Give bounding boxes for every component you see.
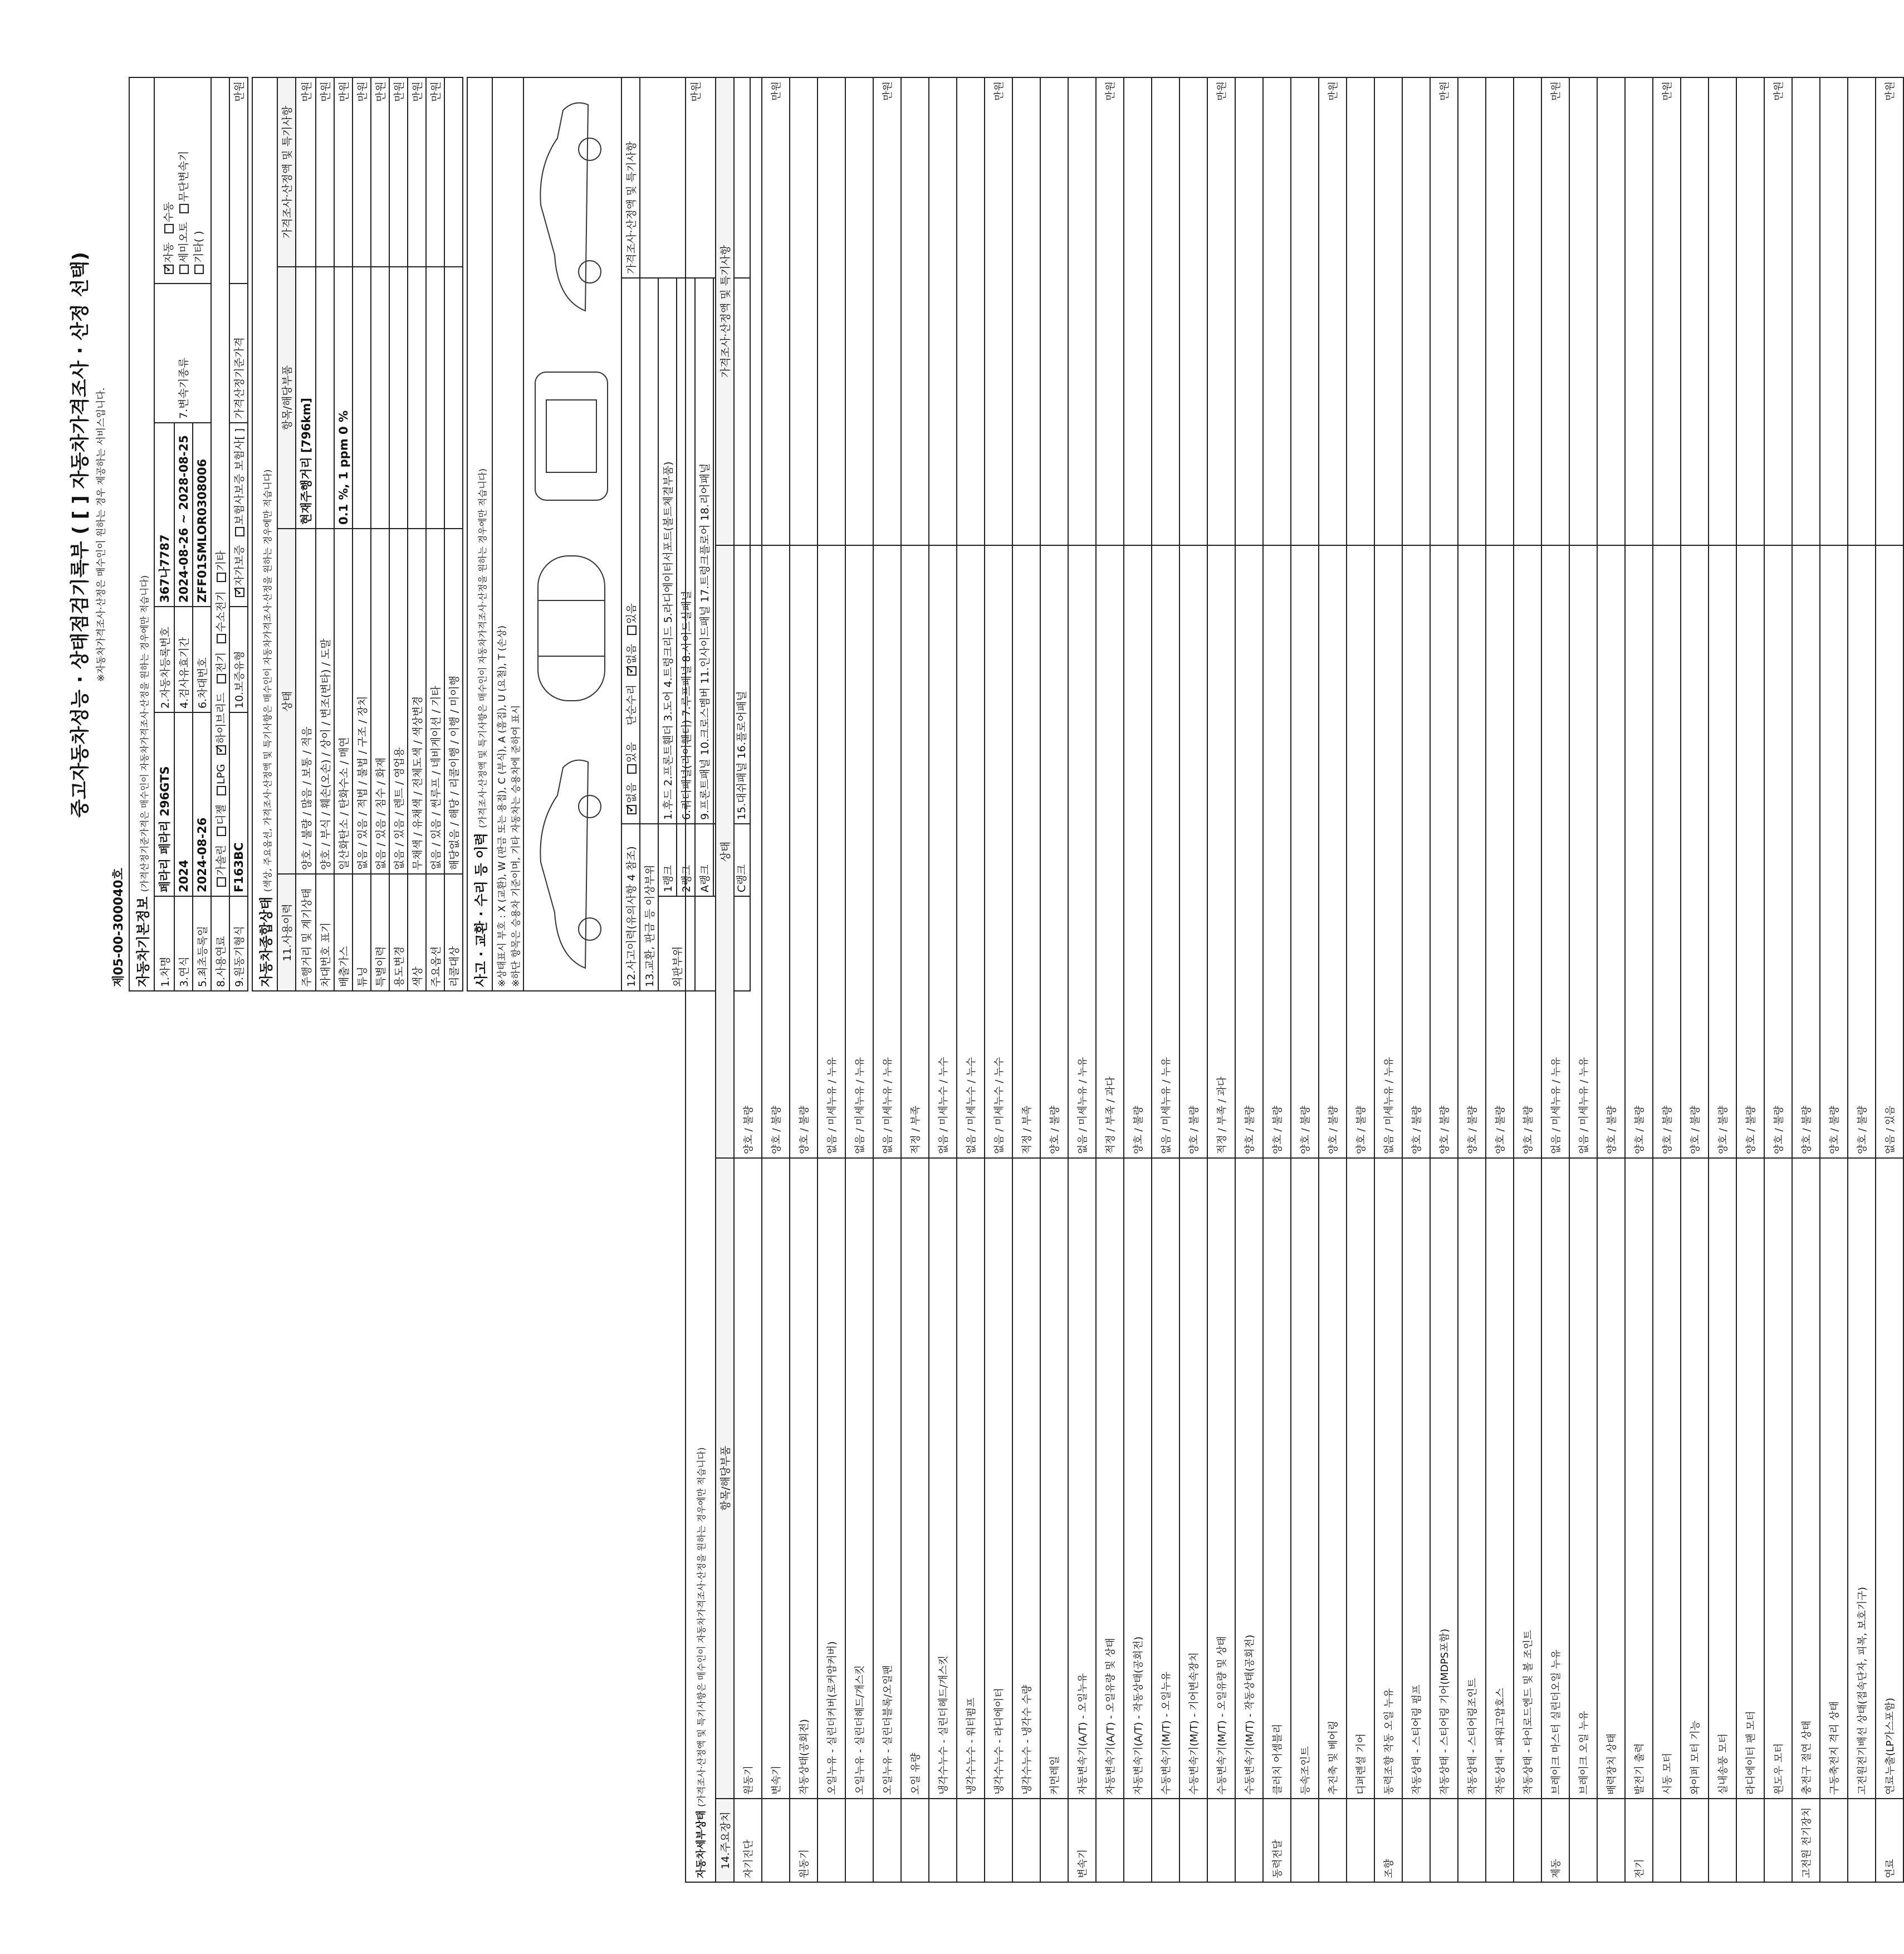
detail-group xyxy=(818,1799,845,1882)
detail-state[interactable]: 양호 / 불량 xyxy=(1625,545,1653,1158)
detail-state[interactable]: 양호 / 불량 xyxy=(1486,545,1514,1158)
detail-group xyxy=(1681,1799,1709,1882)
detail-group xyxy=(957,1799,985,1882)
fuel-label: 8.사용연료 xyxy=(211,896,229,991)
accident-price-header: 가격조사·산정액 및 특기사항 xyxy=(621,77,640,278)
detail-price xyxy=(901,77,929,545)
detail-state[interactable]: 양호 / 불량 xyxy=(1681,545,1709,1158)
detail-group xyxy=(1207,1799,1235,1882)
detail-group: 조향 xyxy=(1374,1799,1402,1882)
service-note: ※자동차가격조사·산정은 매수인이 원하는 경우 제공하는 서비스입니다. xyxy=(96,387,107,682)
detail-item: 냉각수누수 - 라디에이터 xyxy=(985,1158,1012,1799)
detail-price xyxy=(1040,77,1068,545)
overall-col-price: 가격조사·산정액 및 특기사항 xyxy=(277,77,296,267)
detail-item: 고전원전기배선 상태(접속단자, 피복, 보호기구) xyxy=(1848,1158,1876,1799)
detail-item: 발전기 출력 xyxy=(1625,1158,1653,1799)
inspection-label: 4.검사유효기간 xyxy=(174,607,193,712)
detail-row xyxy=(1235,77,1263,1882)
detail-item: 작동상태 - 스티어링조인트 xyxy=(1458,1158,1486,1799)
outer-label: 외판부위 xyxy=(658,896,695,991)
detail-state[interactable]: 양호 / 불량 xyxy=(1124,545,1152,1158)
detail-price: 만원 xyxy=(985,77,1012,545)
detail-price xyxy=(1124,77,1152,545)
detail-item: 와이퍼 모터 기능 xyxy=(1681,1158,1709,1799)
detail-group xyxy=(1347,1799,1374,1882)
fuel-electric-checkbox[interactable] xyxy=(217,674,226,683)
fuel-gasoline-checkbox[interactable] xyxy=(217,877,226,887)
overall-col-detail: 항목/해당부품 xyxy=(277,267,296,529)
detail-state[interactable]: 적정 / 부족 xyxy=(901,545,929,1158)
reg-no-label: 2.자동차등록번호 xyxy=(154,607,174,712)
detail-price xyxy=(1458,77,1486,545)
car-outline-diagram xyxy=(524,88,616,990)
detail-row xyxy=(1207,77,1235,1882)
detail-item: 원동기 xyxy=(734,1158,762,1799)
detail-state[interactable]: 양호 / 불량 xyxy=(1430,545,1458,1158)
detail-row xyxy=(1597,77,1625,1882)
detail-state[interactable]: 양호 / 불량 xyxy=(734,545,762,1158)
detail-row xyxy=(1291,77,1319,1882)
simple-none-checkbox[interactable] xyxy=(627,666,637,676)
detail-row xyxy=(1374,77,1402,1882)
detail-group xyxy=(1514,1799,1541,1882)
detail-row xyxy=(1792,77,1820,1882)
detail-item: 작동상태 - 스티어링 기어(MDPS포함) xyxy=(1430,1158,1458,1799)
detail-price xyxy=(1347,77,1374,545)
detail-item: 자동변속기(A/T) - 오일유량 및 상태 xyxy=(1096,1158,1124,1799)
detail-item: 브레이크 마스터 실린더오일 누유 xyxy=(1541,1158,1569,1799)
accident-heading: 사고 · 교환 · 수리 등 이력 (가격조사·산정액 및 특기사항은 매수인이 자동차가격조사·산정을 원하는 경우에만 적습니다) xyxy=(467,77,492,991)
car-diagrams xyxy=(523,77,621,991)
document-title: 중고자동차성능 · 상태점검기록부 ( [ ] 자동차가격조사 · 산정 선택) xyxy=(69,252,91,818)
fuel-other-checkbox[interactable] xyxy=(217,573,226,582)
detail-state[interactable]: 양호 / 불량 xyxy=(1848,545,1876,1158)
detail-price: 만원 xyxy=(1653,77,1681,545)
detail-row xyxy=(1040,77,1068,1882)
detail-group: 고전원 전기장치 xyxy=(1792,1799,1820,1882)
trans-auto-checkbox[interactable] xyxy=(164,265,174,274)
detail-row xyxy=(1653,77,1681,1882)
detail-state[interactable]: 적정 / 부족 / 과다 xyxy=(1207,545,1235,1158)
detail-group xyxy=(1709,1799,1736,1882)
detail-group: 변속기 xyxy=(1068,1799,1096,1882)
detail-state[interactable]: 없음 / 미세누유 / 누유 xyxy=(1068,545,1096,1158)
year-label: 3.연식 xyxy=(174,896,193,991)
detail-item: 수동변속기(M/T) - 작동상태(공회전) xyxy=(1235,1158,1263,1799)
detail-price xyxy=(1152,77,1179,545)
rank1-items: 1.후드 2.프론트휀더 3.도어 4.트렁크리드 5.라디에이터서포트(볼트체결부품) xyxy=(658,278,677,824)
detail-state[interactable]: 양호 / 불량 xyxy=(790,545,818,1158)
detail-state[interactable]: 양호 / 불량 xyxy=(1514,545,1541,1158)
detail-row xyxy=(818,77,845,1882)
detail-state[interactable]: 양호 / 불량 xyxy=(1319,545,1347,1158)
repair-label: 13.교환, 판금 등 이상부위 xyxy=(640,824,658,991)
detail-group xyxy=(1486,1799,1514,1882)
detail-state[interactable]: 양호 / 불량 xyxy=(1291,545,1319,1158)
trans-other-checkbox[interactable] xyxy=(194,265,204,274)
detail-row xyxy=(734,77,762,1882)
warranty-self-checkbox[interactable] xyxy=(235,588,244,597)
detail-item: 오일누유 - 실린더블록/오일팬 xyxy=(873,1158,901,1799)
detail-group xyxy=(901,1799,929,1882)
detail-group xyxy=(1291,1799,1319,1882)
detail-price xyxy=(1235,77,1263,545)
rankc-label: C랭크 xyxy=(732,824,750,896)
detail-item: 배력장치 상태 xyxy=(1597,1158,1625,1799)
detail-row xyxy=(1820,77,1848,1882)
detail-state[interactable]: 양호 / 불량 xyxy=(1653,545,1681,1158)
detail-item: 동력조향 작동 오일 누유 xyxy=(1374,1158,1402,1799)
detail-group xyxy=(1096,1799,1124,1882)
detail-price xyxy=(1569,77,1597,545)
detail-item: 디퍼렌셜 기어 xyxy=(1347,1158,1374,1799)
detail-row xyxy=(929,77,957,1882)
warranty-label: 10.보증유형 xyxy=(229,607,248,712)
detail-state[interactable]: 양호 / 불량 xyxy=(1235,545,1263,1158)
detail-row xyxy=(1012,77,1040,1882)
detail-heading: 자동차세부상태 (가격조사·산정액 및 특기사항은 매수인이 자동차가격조사·산정을 원하는 경우에만 적습니다) xyxy=(686,77,716,1882)
detail-row xyxy=(1709,77,1736,1882)
overall-row: 튜닝 없음 / 있음 / 적법 / 불법 / 구조 / 장치 만원 xyxy=(353,77,371,991)
detail-item: 작동상태 - 타이로드엔드 및 볼 조인트 xyxy=(1514,1158,1541,1799)
detail-row xyxy=(1124,77,1152,1882)
detail-table xyxy=(685,77,1904,1883)
detail-state[interactable]: 양호 / 불량 xyxy=(1709,545,1736,1158)
detail-state[interactable]: 적정 / 부족 xyxy=(1012,545,1040,1158)
overall-row: 차대번호 표기 양호 / 부식 / 훼손(오손) / 상이 / 변조(변타) / 도말 만원 xyxy=(316,77,334,991)
detail-group xyxy=(1569,1799,1597,1882)
detail-group xyxy=(1040,1799,1068,1882)
detail-group xyxy=(873,1799,901,1882)
detail-state[interactable]: 없음 / 있음 xyxy=(1876,545,1903,1158)
detail-item: 오일누유 - 실린더헤드/개스킷 xyxy=(845,1158,873,1799)
detail-col-item: 항목/해당부품 xyxy=(716,1158,734,1799)
detail-price xyxy=(957,77,985,545)
detail-state[interactable]: 없음 / 미세누유 / 누유 xyxy=(818,545,845,1158)
overall-row: 용도변경 없음 / 있음 / 렌트 / 영업용 만원 xyxy=(389,77,408,991)
detail-group xyxy=(1458,1799,1486,1882)
overall-heading: 자동차종합상태 (색상, 주요옵션, 가격조사·산정액 및 특기사항은 매수인이 자동차가격조사·산정을 원하는 경우에만 적습니다) xyxy=(252,77,277,991)
rank1-label: 1랭크 xyxy=(658,824,677,896)
history-options: ✓없음 있음 단순수리 ✓없음 있음 xyxy=(621,278,640,824)
trans-manual-checkbox[interactable] xyxy=(164,224,174,233)
detail-group: 원동기 xyxy=(790,1799,818,1882)
detail-body xyxy=(734,77,1903,1882)
simple-yes-checkbox[interactable] xyxy=(627,626,637,635)
detail-row xyxy=(901,77,929,1882)
detail-state[interactable]: 양호 / 불량 xyxy=(1040,545,1068,1158)
detail-price xyxy=(1625,77,1653,545)
detail-price: 만원 xyxy=(1541,77,1569,545)
detail-item: 클러치 어셈블리 xyxy=(1263,1158,1291,1799)
detail-row xyxy=(1068,77,1096,1882)
detail-price xyxy=(1068,77,1096,545)
detail-item: 시동 모터 xyxy=(1653,1158,1681,1799)
rankc-items: 15.대쉬패널 16.플로어패널 xyxy=(732,278,750,824)
detail-row xyxy=(1319,77,1347,1882)
detail-state[interactable]: 없음 / 미세누수 / 누수 xyxy=(985,545,1012,1158)
detail-row xyxy=(1736,77,1764,1882)
detail-row xyxy=(1876,77,1903,1882)
detail-item: 커먼레일 xyxy=(1040,1158,1068,1799)
detail-row xyxy=(1458,77,1486,1882)
detail-row xyxy=(1848,77,1876,1882)
detail-row xyxy=(1152,77,1179,1882)
vin-label: 6.차대번호 xyxy=(193,607,211,712)
detail-group xyxy=(1152,1799,1179,1882)
detail-row xyxy=(1179,77,1207,1882)
overall-col-item: 11.사용이력 xyxy=(277,874,296,991)
detail-item: 냉각수누수 - 냉각수 수량 xyxy=(1012,1158,1040,1799)
overall-row: 주요옵션 없음 / 있음 / 썬루프 / 네비게이션 / 기타 만원 xyxy=(426,77,444,991)
detail-state[interactable]: 적정 / 부족 / 과다 xyxy=(1096,545,1124,1158)
detail-row xyxy=(1569,77,1597,1882)
overall-row: 색상 무채색 / 유채색 / 전체도색 / 색상변경 만원 xyxy=(408,77,426,991)
engine-label: 9.원동기형식 xyxy=(229,896,248,991)
detail-item: 연료누출(LP가스포함) xyxy=(1876,1158,1903,1799)
detail-group xyxy=(1124,1799,1152,1882)
detail-price: 만원 xyxy=(1096,77,1124,545)
basic-info-table xyxy=(129,77,248,991)
detail-state[interactable]: 양호 / 불량 xyxy=(1347,545,1374,1158)
overall-row: 특별이력 없음 / 있음 / 침수 / 화재 만원 xyxy=(371,77,389,991)
fuel-hybrid-checkbox[interactable] xyxy=(217,745,226,755)
detail-row xyxy=(1514,77,1541,1882)
fuel-hydrogen-checkbox[interactable] xyxy=(217,634,226,643)
car-name-label: 1.차명 xyxy=(154,896,174,991)
detail-item: 충전구 절연 상태 xyxy=(1792,1158,1820,1799)
detail-row xyxy=(762,77,790,1882)
detail-price xyxy=(1486,77,1514,545)
detail-row xyxy=(1263,77,1291,1882)
detail-group: 제동 xyxy=(1541,1799,1569,1882)
detail-state[interactable]: 양호 / 불량 xyxy=(1402,545,1430,1158)
fuel-options: 가솔린 디젤 LPG ✓하이브리드 전기 수소전기 기타 xyxy=(211,77,229,896)
detail-group xyxy=(1764,1799,1792,1882)
detail-group xyxy=(1653,1799,1681,1882)
detail-col-state: 상태 xyxy=(716,545,734,1158)
detail-state[interactable]: 없음 / 미세누수 / 누수 xyxy=(957,545,985,1158)
detail-row xyxy=(845,77,873,1882)
vin: ZFF01SMLOR0308006 xyxy=(193,423,211,607)
detail-group xyxy=(1402,1799,1430,1882)
detail-state[interactable]: 양호 / 불량 xyxy=(1597,545,1625,1158)
accident-legend: ※상태표시 부호 : X (교환), W (판금 또는 용접), C (부식), A (흠집), U (요철), T (손상) ※하단 항목은 승용차 기준이며, 기타 자동차는 승용차에 준하여 표시 xyxy=(492,77,523,991)
detail-row xyxy=(1347,77,1374,1882)
detail-price xyxy=(1263,77,1291,545)
trans-cvt-checkbox[interactable] xyxy=(179,204,189,213)
detail-price xyxy=(1179,77,1207,545)
detail-item: 냉각수누수 - 실린더헤드/개스킷 xyxy=(929,1158,957,1799)
detail-item: 윈도우 모터 xyxy=(1764,1158,1792,1799)
price-unit: 만원 xyxy=(229,77,248,284)
trans-semi-checkbox[interactable] xyxy=(179,265,189,274)
detail-row xyxy=(1402,77,1430,1882)
detail-group xyxy=(1597,1799,1625,1882)
detail-price xyxy=(1374,77,1402,545)
detail-state[interactable]: 없음 / 미세누유 / 누유 xyxy=(1152,545,1179,1158)
ranka-items: 9.프론트패널 10.크로스멤버 11.인사이드패널 17.트렁크플로어 18.리어패널 xyxy=(695,278,713,824)
detail-price xyxy=(1736,77,1764,545)
detail-price xyxy=(1792,77,1820,545)
detail-state[interactable]: 없음 / 미세누유 / 누유 xyxy=(1569,545,1597,1158)
detail-row xyxy=(873,77,901,1882)
detail-group xyxy=(1820,1799,1848,1882)
detail-item: 추진축 및 베어링 xyxy=(1319,1158,1347,1799)
detail-item: 수동변속기(M/T) - 기어변속장치 xyxy=(1179,1158,1207,1799)
accident-unit: 만원 xyxy=(640,77,750,278)
trans-label: 7.변속기종류 xyxy=(154,284,211,423)
detail-item: 자동변속기(A/T) - 오일누유 xyxy=(1068,1158,1096,1799)
right-pane xyxy=(685,78,1896,1883)
detail-row xyxy=(985,77,1012,1882)
detail-group xyxy=(1848,1799,1876,1882)
rank2-items: 6.쿼터패널(리어휀더) 7.루프패널 8.사이드실패널 xyxy=(677,278,695,824)
detail-row xyxy=(1096,77,1124,1882)
detail-row xyxy=(1541,77,1569,1882)
detail-state[interactable]: 양호 / 불량 xyxy=(1458,545,1486,1158)
detail-price xyxy=(1597,77,1625,545)
detail-price: 만원 xyxy=(762,77,790,545)
detail-item: 브레이크 오일 누유 xyxy=(1569,1158,1597,1799)
detail-item: 작동상태 - 파워고압호스 xyxy=(1486,1158,1514,1799)
detail-item: 오일누유 - 실린더커버(로커암커버) xyxy=(818,1158,845,1799)
detail-row xyxy=(1486,77,1514,1882)
detail-price xyxy=(1291,77,1319,545)
detail-price xyxy=(1709,77,1736,545)
detail-state[interactable]: 없음 / 미세누유 / 누유 xyxy=(845,545,873,1158)
detail-price xyxy=(1681,77,1709,545)
detail-item: 작동상태(공회전) xyxy=(790,1158,818,1799)
fuel-lpg-checkbox[interactable] xyxy=(217,786,226,795)
detail-col-group: 14.주요장치 xyxy=(716,1799,734,1882)
detail-price xyxy=(734,77,762,545)
detail-price xyxy=(1012,77,1040,545)
trans-options: ✓자동 수동 세미오토 무단변속기 기타( ) xyxy=(154,77,211,284)
history-label: 12.사고이력(유의사항 4 참조) xyxy=(621,824,640,991)
detail-row xyxy=(957,77,985,1882)
detail-group xyxy=(1012,1799,1040,1882)
detail-price: 만원 xyxy=(1764,77,1792,545)
detail-group xyxy=(1430,1799,1458,1882)
detail-item: 오일 유량 xyxy=(901,1158,929,1799)
detail-price: 만원 xyxy=(1319,77,1347,545)
detail-row xyxy=(1681,77,1709,1882)
detail-state[interactable]: 양호 / 불량 xyxy=(762,545,790,1158)
document-number: 제05-00-300040호 xyxy=(112,868,126,987)
detail-item: 자동변속기(A/T) - 작동상태(공회전) xyxy=(1124,1158,1152,1799)
detail-state[interactable]: 양호 / 불량 xyxy=(1179,545,1207,1158)
detail-group: 자기진단 xyxy=(734,1799,762,1882)
overall-row: 주행거리 및 계기상태 양호 / 불량 / 많음 / 보통 / 적음 현재주행거리 [796km] 만원 xyxy=(296,77,316,991)
detail-price: 만원 xyxy=(1207,77,1235,545)
detail-row xyxy=(790,77,818,1882)
detail-row xyxy=(1625,77,1653,1882)
detail-item: 실내송풍 모터 xyxy=(1709,1158,1736,1799)
overall-col-state: 상태 xyxy=(277,529,296,874)
detail-group xyxy=(1736,1799,1764,1882)
detail-group: 동력전달 xyxy=(1263,1799,1291,1882)
detail-item: 변속기 xyxy=(762,1158,790,1799)
detail-state[interactable]: 없음 / 미세누수 / 누수 xyxy=(929,545,957,1158)
detail-price xyxy=(845,77,873,545)
detail-state[interactable]: 양호 / 불량 xyxy=(1263,545,1291,1158)
detail-price xyxy=(818,77,845,545)
detail-item: 등속조인트 xyxy=(1291,1158,1319,1799)
detail-group xyxy=(985,1799,1012,1882)
detail-group xyxy=(1319,1799,1347,1882)
overall-row: 배출가스 일산화탄소 / 탄화수소 / 매연 0.1 %, 1 ppm 0 % 만원 xyxy=(334,77,353,991)
detail-price: 만원 xyxy=(1430,77,1458,545)
detail-price xyxy=(1848,77,1876,545)
rank2-label: 2랭크 xyxy=(677,824,695,896)
detail-price xyxy=(929,77,957,545)
ranka-label: A랭크 xyxy=(695,824,713,896)
detail-group: 전기 xyxy=(1625,1799,1653,1882)
inspection-period: 2024-08-26 ~ 2028-08-25 xyxy=(174,423,193,607)
fuel-diesel-checkbox[interactable] xyxy=(217,827,226,836)
detail-price xyxy=(1514,77,1541,545)
detail-state[interactable]: 없음 / 미세누유 / 누유 xyxy=(873,545,901,1158)
detail-price xyxy=(1820,77,1848,545)
basic-info-heading: 자동차기본정보 (가격산정기준가격은 매수인이 자동차가격조사·산정을 원하는 경우에만 적습니다) xyxy=(129,77,154,991)
detail-group: 연료 xyxy=(1876,1799,1903,1882)
detail-item: 구동축전지 격리 상태 xyxy=(1820,1158,1848,1799)
detail-item: 라디에이터 팬 모터 xyxy=(1736,1158,1764,1799)
engine: F163BC xyxy=(229,712,248,896)
detail-state[interactable]: 양호 / 불량 xyxy=(1736,545,1764,1158)
detail-item: 작동상태 - 스티어링 펌프 xyxy=(1402,1158,1430,1799)
detail-row xyxy=(1764,77,1792,1882)
reg-no: 367나7787 xyxy=(154,423,174,607)
price-label: 가격산정기준가격 xyxy=(229,284,248,423)
detail-group xyxy=(1179,1799,1207,1882)
left-pane xyxy=(61,78,748,991)
overall-table xyxy=(252,77,463,991)
detail-state[interactable]: 없음 / 미세누유 / 누유 xyxy=(1541,545,1569,1158)
detail-group xyxy=(762,1799,790,1882)
detail-state[interactable]: 양호 / 불량 xyxy=(1764,545,1792,1158)
warranty-options: ✓자가보증 보험사보증 보험사[ ] xyxy=(229,423,248,607)
detail-row xyxy=(1430,77,1458,1882)
detail-item: 수동변속기(M/T) - 오일유량 및 상태 xyxy=(1207,1158,1235,1799)
overall-row: 리콜대상 해당없음 / 해당 / 리콜이행 / 이행 / 미이행 xyxy=(444,77,463,991)
detail-state[interactable]: 양호 / 불량 xyxy=(1820,545,1848,1158)
detail-price xyxy=(790,77,818,545)
detail-col-price: 가격조사·산정액 및 특기사항 xyxy=(716,77,734,545)
detail-price: 만원 xyxy=(1876,77,1903,545)
history-none-checkbox[interactable] xyxy=(627,805,637,814)
first-reg: 2024-08-26 xyxy=(193,712,211,896)
detail-group xyxy=(845,1799,873,1882)
detail-group xyxy=(929,1799,957,1882)
history-yes-checkbox[interactable] xyxy=(627,764,637,774)
detail-group xyxy=(1235,1799,1263,1882)
detail-item: 수동변속기(M/T) - 오일누유 xyxy=(1152,1158,1179,1799)
detail-price: 만원 xyxy=(873,77,901,545)
first-reg-label: 5.최초등록일 xyxy=(193,896,211,991)
detail-state[interactable]: 양호 / 불량 xyxy=(1792,545,1820,1158)
warranty-insurance-checkbox[interactable] xyxy=(235,527,244,536)
year: 2024 xyxy=(174,712,193,896)
car-name: 페라리 페라리 296GTS xyxy=(154,712,174,896)
detail-price xyxy=(1402,77,1430,545)
detail-item: 냉각수누수 - 워터펌프 xyxy=(957,1158,985,1799)
detail-state[interactable]: 없음 / 미세누유 / 누유 xyxy=(1374,545,1402,1158)
